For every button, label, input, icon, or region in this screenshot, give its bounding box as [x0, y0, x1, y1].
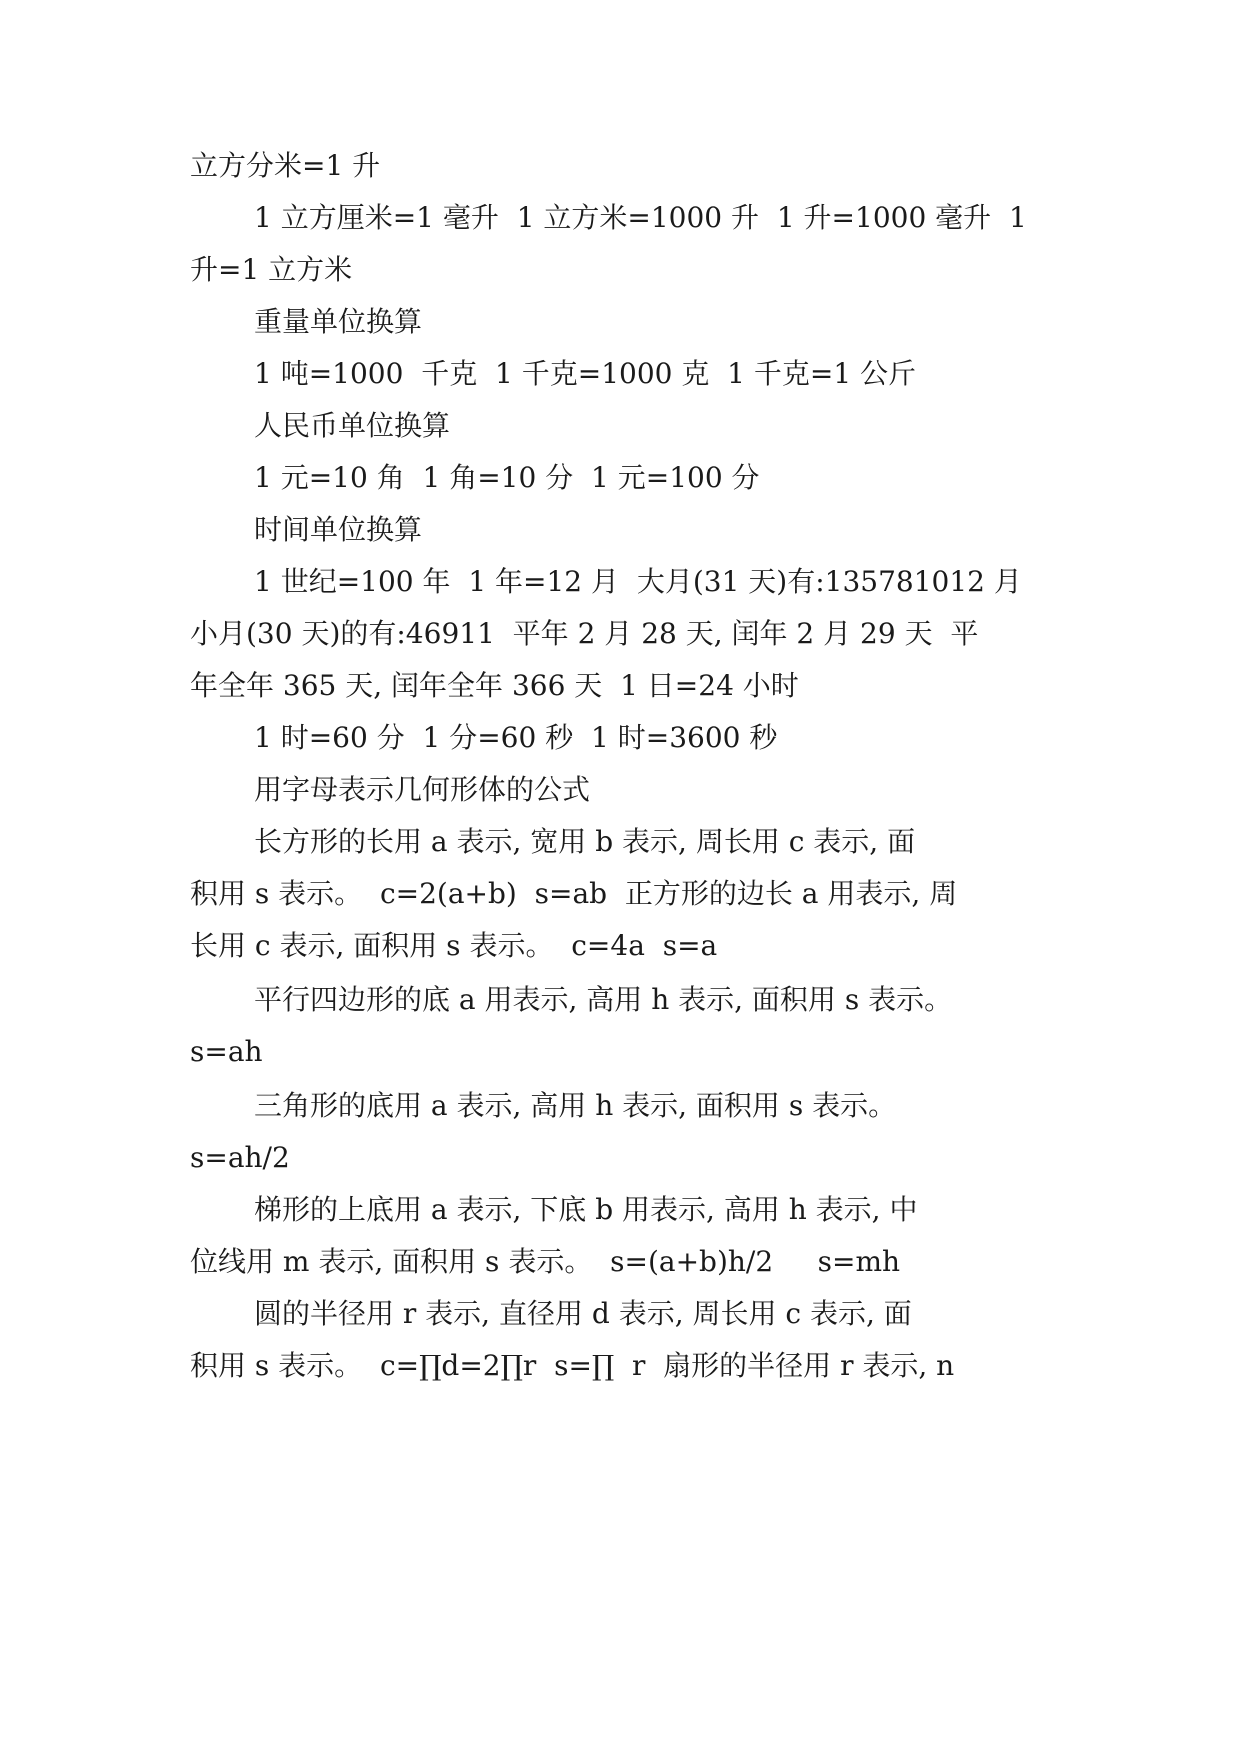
text-line: 1 世纪=100 年 1 年=12 月 大月(31 天)有:135781012 月 — [254, 565, 1022, 598]
text-line: 三角形的底用 a 表示, 高用 h 表示, 面积用 s 表示。 — [254, 1089, 897, 1122]
section-heading: 用字母表示几何形体的公式 — [254, 773, 591, 806]
text-line: 升=1 立方米 — [190, 253, 353, 286]
text-line: 年全年 365 天, 闰年全年 366 天 1 日=24 小时 — [190, 669, 799, 702]
section-heading: 重量单位换算 — [254, 305, 423, 338]
text-line: 平行四边形的底 a 用表示, 高用 h 表示, 面积用 s 表示。 — [254, 983, 953, 1016]
section-heading: 时间单位换算 — [254, 513, 423, 546]
text-line: 长用 c 表示, 面积用 s 表示。 c=4a s=a — [190, 929, 718, 962]
text-line: 长方形的长用 a 表示, 宽用 b 表示, 周长用 c 表示, 面 — [254, 825, 916, 858]
text-line: 1 立方厘米=1 毫升 1 立方米=1000 升 1 升=1000 毫升 1 — [254, 201, 1027, 234]
text-line: 立方分米=1 升 — [190, 149, 381, 182]
formula-line: s=ah — [190, 1035, 263, 1068]
text-line: 圆的半径用 r 表示, 直径用 d 表示, 周长用 c 表示, 面 — [254, 1297, 912, 1330]
text-line: 积用 s 表示。 c=2(a+b) s=ab 正方形的边长 a 用表示, 周 — [190, 877, 958, 910]
section-heading: 人民币单位换算 — [254, 409, 451, 442]
text-line: 位线用 m 表示, 面积用 s 表示。 s=(a+b)h/2 s=mh — [190, 1245, 901, 1278]
text-line: 积用 s 表示。 c=∏d=2∏r s=∏ r 扇形的半径用 r 表示, n — [190, 1349, 955, 1382]
text-line: 1 时=60 分 1 分=60 秒 1 时=3600 秒 — [254, 721, 778, 754]
text-line: 1 吨=1000 千克 1 千克=1000 克 1 千克=1 公斤 — [254, 357, 917, 390]
text-line: 1 元=10 角 1 角=10 分 1 元=100 分 — [254, 461, 760, 494]
text-line: 小月(30 天)的有:46911 平年 2 月 28 天, 闰年 2 月 29 天 平 — [190, 617, 979, 650]
formula-line: s=ah/2 — [190, 1141, 290, 1174]
text-line: 梯形的上底用 a 表示, 下底 b 用表示, 高用 h 表示, 中 — [254, 1193, 918, 1226]
